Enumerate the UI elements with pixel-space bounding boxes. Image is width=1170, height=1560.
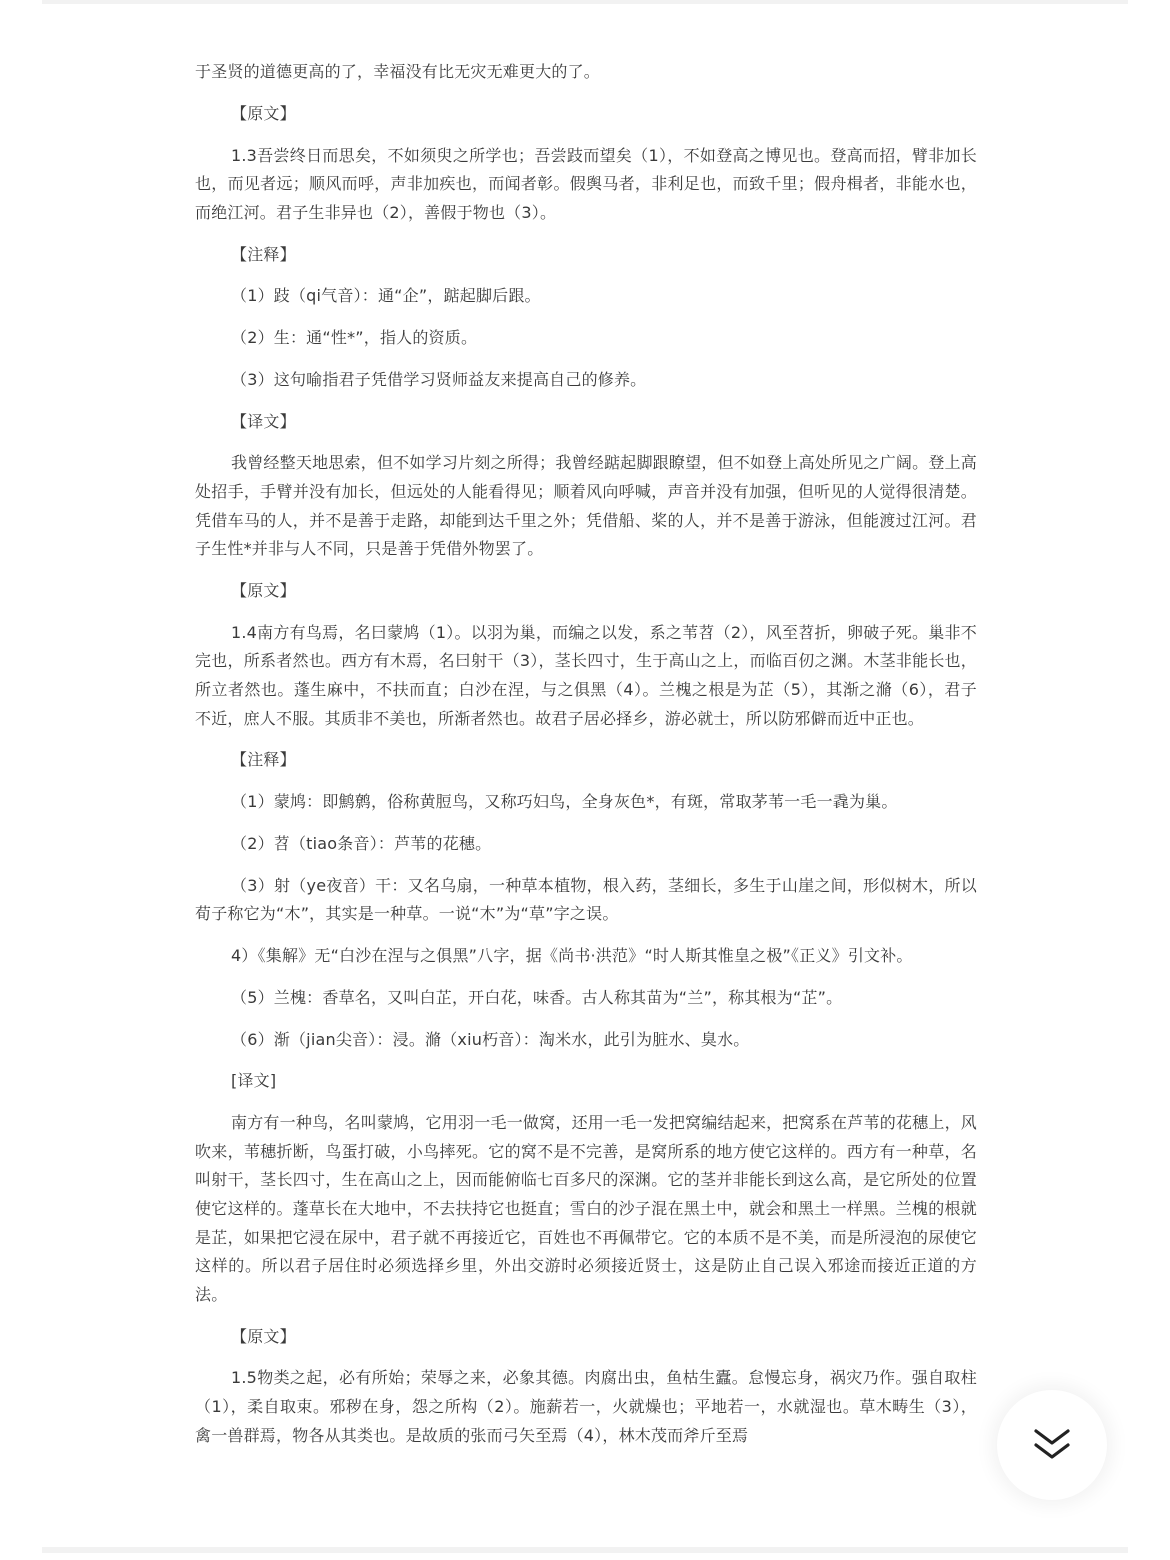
note-item: （1）跂（qi气音）：通“企”，踮起脚后跟。 [231, 286, 541, 306]
section-heading-notes: 【注释】 [231, 244, 296, 264]
note-item: （2）生：通“性*”，指人的资质。 [231, 328, 478, 348]
bottom-edge-divider [42, 1547, 1128, 1553]
note-item: （6）渐（jian尖音）：浸。滫（xiu朽音）：淘米水，此引为脏水、臭水。 [231, 1029, 750, 1049]
article-content [195, 58, 977, 1463]
note-item: （3）这句喻指君子凭借学习贤师益友来提高自己的修养。 [231, 369, 647, 389]
section-heading-translation: [译文] [231, 1071, 277, 1091]
section-heading-translation: 【译文】 [231, 411, 296, 431]
double-chevron-down-icon [1032, 1427, 1072, 1463]
section-heading-original: 【原文】 [231, 1326, 296, 1346]
original-text-1-5: 1.5物类之起，必有所始；荣辱之来，必象其德。肉腐出虫，鱼枯生蠹。怠慢忘身，祸灾乃作。强自取柱（1），柔自取束。邪秽在身，怨之所构（2）。施薪若一，火就燥也；平地若一，水就湿也。草木畴生（3），禽一兽群焉，物各从其类也。是故质的张而弓矢至焉（4），林木茂而斧斤至焉 [195, 1368, 977, 1445]
note-item: （3）射（ye夜音）干：又名乌扇，一种草本植物，根入药，茎细长，多生于山崖之间，形似树木，所以荀子称它为“木”，其实是一种草。一说“木”为“草”字之误。 [195, 875, 977, 924]
section-heading-notes: 【注释】 [231, 750, 296, 770]
section-heading-original: 【原文】 [231, 103, 296, 123]
note-item: （5）兰槐：香草名，又叫白芷，开白花，味香。古人称其苗为“兰”，称其根为“芷”。 [231, 987, 843, 1007]
translation-text-1-3: 我曾经整天地思索，但不如学习片刻之所得；我曾经踮起脚跟瞭望，但不如登上高处所见之广阔。登上高处招手，手臂并没有加长，但远处的人能看得见；顺着风向呼喊，声音并没有加强，但听见的人觉得很清楚。凭借车马的人，并不是善于走路，却能到达千里之外；凭借船、桨的人，并不是善于游泳，但能渡过江河。君子生性*并非与人不同，只是善于凭借外物罢了。 [195, 453, 977, 559]
translation-text-1-4: 南方有一种鸟，名叫蒙鸠，它用羽一毛一做窝，还用一毛一发把窝编结起来，把窝系在芦苇的花穗上，风吹来，苇穗折断，鸟蛋打破，小鸟摔死。它的窝不是不完善，是窝所系的地方使它这样的。西方有一种草，名叫射干，茎长四寸，生在高山之上，因而能俯临七百多尺的深渊。它的茎并非能长到这么高，是它所处的位置使它这样的。蓬草长在大地中，不去扶持它也挺直；雪白的沙子混在黑土中，就会和黑土一样黑。兰槐的根就是芷，如果把它浸在尿中，君子就不再接近它，百姓也不再佩带它。它的本质不是不美，而是所浸泡的尿使它这样的。所以君子居住时必须选择乡里，外出交游时必须接近贤士，这是防止自己误入邪途而接近正道的方法。 [195, 1113, 977, 1304]
note-item: （2）苕（tiao条音）：芦苇的花穗。 [231, 833, 492, 853]
note-item: （1）蒙鸠：即鹪鹩，俗称黄脰鸟，又称巧妇鸟，全身灰色*，有斑，常取茅苇一毛一毳为巢。 [231, 792, 898, 812]
original-text-1-3: 1.3吾尝终日而思矣，不如须臾之所学也；吾尝跂而望矣（1），不如登高之博见也。登高而招，臂非加长也，而见者远；顺风而呼，声非加疾也，而闻者彰。假舆马者，非利足也，而致千里；假舟楫者，非能水也，而绝江河。君子生非异也（2），善假于物也（3）。 [195, 145, 977, 222]
top-edge-divider [42, 0, 1128, 4]
section-heading-original: 【原文】 [231, 581, 296, 600]
scroll-down-button[interactable] [997, 1390, 1107, 1500]
original-text-1-4: 1.4南方有鸟焉，名曰蒙鸠（1）。以羽为巢，而编之以发，系之苇苕（2），风至苕折，卵破子死。巢非不完也，所系者然也。西方有木焉，名曰射干（3），茎长四寸，生于高山之上，而临百仞之渊。木茎非能长也，所立者然也。蓬生麻中，不扶而直；白沙在涅，与之俱黑（4）。兰槐之根是为芷（5），其渐之滫（6），君子不近，庶人不服。其质非不美也，所渐者然也。故君子居必择乡，游必就士，所以防邪僻而近中正也。 [195, 622, 977, 728]
note-item: 4）《集解》无“白沙在涅与之俱黑”八字，据《尚书·洪范》“时人斯其惟皇之极”《正义》引文补。 [231, 946, 913, 966]
paragraph: 于圣贤的道德更高的了，幸福没有比无灾无难更大的了。 [195, 62, 601, 81]
